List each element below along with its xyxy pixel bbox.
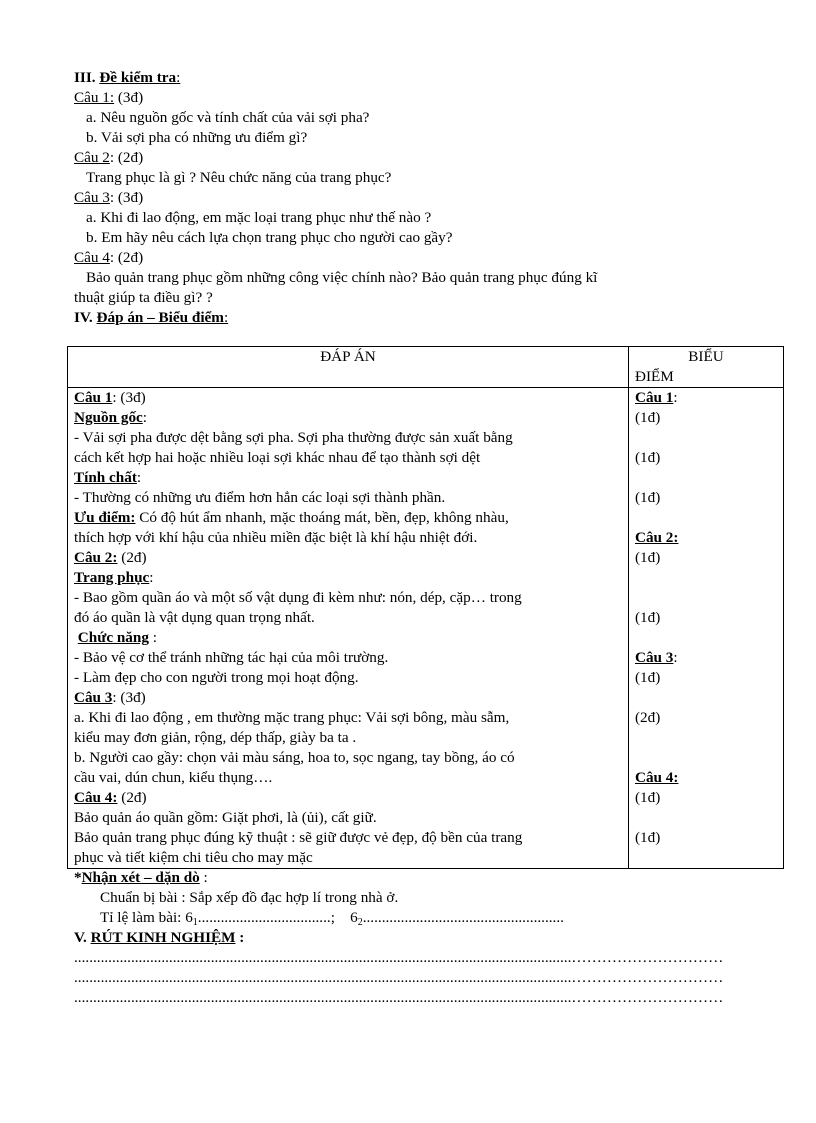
advantage-text-line-2: thích hợp với khí hậu của nhiều miền đặc biệt là khí hậu nhiệt đới. xyxy=(74,529,478,546)
q2-label: Câu 2 xyxy=(74,149,110,166)
section-4-number: IV. xyxy=(74,309,93,326)
review-star: * xyxy=(74,869,82,886)
a4-text-line-2: Bảo quản trang phục đúng kỹ thuật : sẽ giữ được vẻ đẹp, độ bền của trang xyxy=(74,829,523,846)
origin-colon: : xyxy=(142,409,148,426)
a4-text-line-1: Bảo quản áo quần gồm: Giặt phơi, là (ủi), cất giữ. xyxy=(74,809,377,826)
answer-table xyxy=(67,346,784,869)
question-2 xyxy=(74,148,774,168)
ratio-sub-1: 1 xyxy=(192,917,198,928)
a2-points: (2đ) xyxy=(117,549,147,566)
score-advantage: (1đ) xyxy=(635,489,661,506)
a1-label: Câu 1 xyxy=(74,389,113,406)
footer-section xyxy=(74,868,774,1008)
a3-label: Câu 3 xyxy=(74,689,113,706)
property-label: Tính chất xyxy=(74,469,137,486)
function-text-line-1: - Bảo vệ cơ thể tránh những tác hại của môi trường. xyxy=(74,649,389,666)
a3-part-b-line-1: b. Người cao gầy: chọn vải màu sáng, hoa to, sọc ngang, tay bồng, áo có xyxy=(74,749,515,766)
score-a4-line-2: (1đ) xyxy=(635,829,661,846)
q4-points: : (2đ) xyxy=(109,249,144,266)
q2-text: Trang phục là gì ? Nêu chức năng của trang phục? xyxy=(86,169,392,186)
section-5-number: V. xyxy=(74,929,87,946)
origin-text-line-1: - Vải sợi pha được dệt bằng sợi pha. Sợi pha thường được sản xuất bằng xyxy=(74,429,513,446)
q3-part-a: a. Khi đi lao động, em mặc loại trang phục như thế nào ? xyxy=(86,209,432,226)
score-a3-part-b: (2đ) xyxy=(635,709,661,726)
clothing-label: Trang phục xyxy=(74,569,150,586)
header-score-line-2: ĐIỂM xyxy=(635,368,674,385)
completion-ratio xyxy=(74,908,774,928)
question-1 xyxy=(74,88,774,108)
ratio-sub-2: 2 xyxy=(357,917,363,928)
score-c2-label: Câu 2: xyxy=(635,529,679,546)
score-c3-colon: : xyxy=(673,649,678,666)
a4-label: Câu 4: xyxy=(74,789,118,806)
notes-line-1: ...................................................................................................................................………………………… xyxy=(74,949,724,966)
section-4-title: Đáp án – Biểu điểm xyxy=(96,309,224,326)
score-origin: (1đ) xyxy=(635,409,661,426)
a3-part-b-line-2: cầu vai, dún chun, kiểu thụng…. xyxy=(74,769,273,786)
score-function: (1đ) xyxy=(635,609,661,626)
section-5-colon: : xyxy=(235,929,245,946)
function-label: Chức năng xyxy=(77,629,149,646)
section-5-title: RÚT KINH NGHIỆM xyxy=(90,929,236,946)
origin-label: Nguồn gốc xyxy=(74,409,143,426)
score-c1-colon: : xyxy=(673,389,678,406)
answer-content xyxy=(68,388,629,869)
header-score xyxy=(629,347,784,388)
question-4 xyxy=(74,248,774,268)
score-c4-label: Câu 4: xyxy=(635,769,679,786)
ratio-dots-1: ...................................; xyxy=(197,909,335,926)
q3-part-b: b. Em hãy nêu cách lựa chọn trang phục cho người cao gầy? xyxy=(86,229,453,246)
a3-part-a-line-1: a. Khi đi lao động , em thường mặc trang phục: Vải sợi bông, màu sẫm, xyxy=(74,709,510,726)
table-body-row xyxy=(68,388,784,869)
q3-points: : (3đ) xyxy=(109,189,144,206)
score-a4-line-1: (1đ) xyxy=(635,789,661,806)
q1-part-b: b. Vải sợi pha có những ưu điểm gì? xyxy=(86,129,308,146)
ratio-class-6: 6 xyxy=(334,909,358,926)
review-heading xyxy=(74,868,774,888)
a4-text-line-3: phục và tiết kiệm chi tiêu cho may mặc xyxy=(74,849,313,866)
header-score-line-1: BIỂU xyxy=(688,348,724,365)
notes-line-3: ...................................................................................................................................………………………… xyxy=(74,989,724,1006)
prepare-text: Chuẩn bị bài : Sắp xếp đồ đạc hợp lí trong nhà ở. xyxy=(100,889,399,906)
origin-text-line-2: cách kết hợp hai hoặc nhiều loại sợi khác nhau để tạo thành sợi dệt xyxy=(74,449,481,466)
review-label: Nhận xét – dặn dò xyxy=(81,869,200,886)
q4-text-line-2: thuật giúp ta điều gì? ? xyxy=(74,289,213,306)
notes-line-2: ...................................................................................................................................………………………… xyxy=(74,969,724,986)
ratio-label: Tỉ lệ làm bài: 6 xyxy=(100,909,193,926)
clothing-colon: : xyxy=(149,569,154,586)
q1-label: Câu 1: xyxy=(74,89,115,106)
score-property: (1đ) xyxy=(635,449,661,466)
q3-label: Câu 3 xyxy=(74,189,110,206)
advantage-text-line-1: Có độ hút ẩm nhanh, mặc thoáng mát, bền, đẹp, không nhàu, xyxy=(135,509,509,526)
advantage-label: Ưu điểm: xyxy=(74,509,136,526)
exam-section xyxy=(74,68,774,328)
question-3 xyxy=(74,188,774,208)
function-text-line-2: - Làm đẹp cho con người trong mọi hoạt động. xyxy=(74,669,359,686)
property-colon: : xyxy=(136,469,142,486)
ratio-dots-2: ..................................................... xyxy=(362,909,564,926)
review-colon: : xyxy=(199,869,208,886)
clothing-text-line-2: đó áo quần là vật dụng quan trọng nhất. xyxy=(74,609,315,626)
q4-text-line-1: Bảo quản trang phục gồm những công việc chính nào? Bảo quản trang phục đúng kĩ xyxy=(86,269,598,286)
function-colon: : xyxy=(148,629,157,646)
section-4-heading xyxy=(74,308,774,328)
header-answer: ĐÁP ÁN xyxy=(68,347,629,388)
section-3-colon: : xyxy=(176,69,181,86)
score-content xyxy=(629,388,784,869)
q2-points: : (2đ) xyxy=(109,149,144,166)
property-text: - Thường có những ưu điểm hơn hẳn các loại sợi thành phần. xyxy=(74,489,446,506)
score-c1-label: Câu 1 xyxy=(635,389,674,406)
a1-points: : (3đ) xyxy=(112,389,146,406)
section-3-title: Đề kiểm tra xyxy=(99,69,177,86)
a2-label: Câu 2: xyxy=(74,549,118,566)
table-header-row xyxy=(68,347,784,388)
score-a3-part-a: (1đ) xyxy=(635,669,661,686)
section-5-heading xyxy=(74,928,774,948)
a3-points: : (3đ) xyxy=(112,689,146,706)
score-c3-label: Câu 3 xyxy=(635,649,674,666)
clothing-text-line-1: - Bao gồm quần áo và một số vật dụng đi kèm như: nón, dép, cặp… trong xyxy=(74,589,522,606)
q1-part-a: a. Nêu nguồn gốc và tính chất của vải sợi pha? xyxy=(86,109,370,126)
section-3-heading xyxy=(74,68,774,88)
a3-part-a-line-2: kiểu may đơn giản, rộng, dép thấp, giày ba ta . xyxy=(74,729,357,746)
section-3-number: III. xyxy=(74,69,96,86)
section-4-colon: : xyxy=(223,309,229,326)
a4-points: (2đ) xyxy=(117,789,147,806)
q4-label: Câu 4 xyxy=(74,249,110,266)
q1-points: (3đ) xyxy=(114,89,144,106)
score-clothing: (1đ) xyxy=(635,549,661,566)
